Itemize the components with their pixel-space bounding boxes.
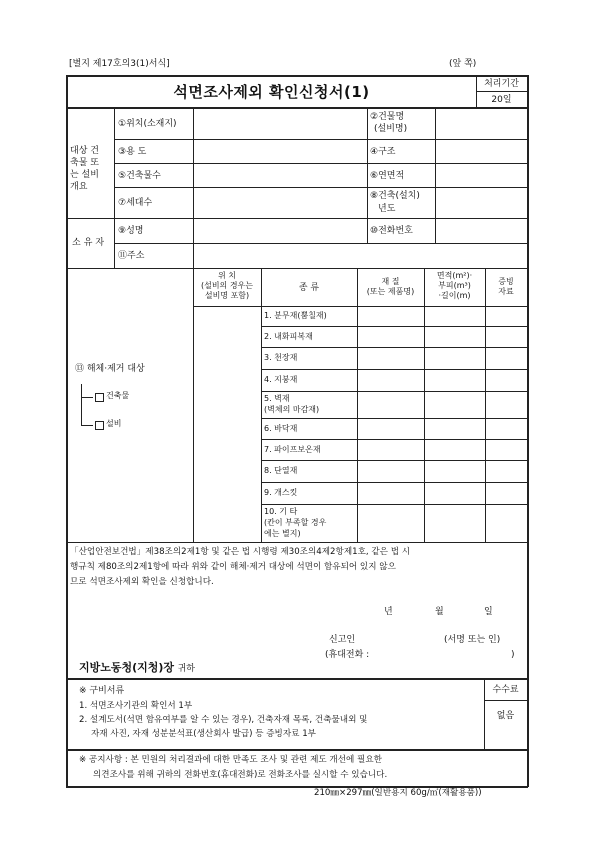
materials-row-line-5 — [261, 418, 527, 419]
building-checkbox[interactable] — [95, 393, 104, 402]
date-year-field[interactable] — [360, 606, 382, 618]
col-area-line-3: ·길이(m) — [438, 291, 471, 300]
total-floor-area-label: ⑥연면적 — [370, 171, 405, 181]
signature-label: (서명 또는 인) — [444, 635, 501, 645]
paper-spec: 210㎜×297㎜(일반용지 60g/㎡(재활용품)) — [314, 788, 482, 798]
owner-label-divider-2 — [367, 218, 368, 243]
option-bracket-bottom — [81, 425, 93, 426]
owner-address-field[interactable] — [194, 244, 526, 267]
date-year-label: 년 — [384, 607, 393, 617]
household-count-label: ⑦세대수 — [118, 198, 153, 208]
materials-row-line-7 — [261, 460, 527, 461]
mobile-field[interactable] — [390, 649, 508, 661]
declaration-line-3: 므로 석면조사제외 확인을 신청합니다. — [70, 577, 214, 587]
col-material-line-2: (또는 제품명) — [366, 287, 415, 296]
fee-label: 수수료 — [492, 685, 519, 695]
frame-right — [527, 75, 529, 787]
structure-label: ④구조 — [370, 147, 396, 157]
recipient-office: 지방노동청(지청)장 — [79, 661, 175, 674]
target-group-label-4: 개요 — [70, 182, 88, 192]
date-day-label: 일 — [484, 607, 493, 617]
materials-row-line-9 — [261, 504, 527, 505]
building-name-field[interactable] — [436, 108, 526, 138]
materials-row-line-3 — [261, 369, 527, 370]
materials-divider-3 — [357, 268, 358, 542]
material-row-3: 3. 천장재 — [264, 353, 298, 362]
proc-divider — [476, 91, 527, 92]
declaration-line-2: 행규칙 제80조의2제1항에 따라 위와 같이 해체·제거 대상에 석면이 함유되어 있지 않으 — [70, 562, 396, 572]
fee-row-line — [484, 700, 527, 701]
materials-divider-1 — [193, 268, 194, 542]
building-option-label: 건축물 — [106, 391, 130, 400]
required-docs-title: ※ 구비서류 — [79, 686, 125, 696]
notice-line-2: 의견조사를 위해 귀하의 전화번호(휴대전화)로 전화조사를 실시할 수 있습니다. — [93, 770, 388, 780]
material-row-7: 7. 파이프보온재 — [264, 445, 321, 454]
date-month-label: 월 — [435, 607, 444, 617]
target-group-label-3: 는 설비 — [70, 170, 99, 180]
mobile-close-paren: ) — [511, 650, 515, 660]
frame-top — [66, 75, 528, 77]
required-doc-2-line-2: 자재 사진, 자재 성분분석표(생산회사 발급) 등 증빙자료 1부 — [91, 729, 316, 739]
material-row-10-line-1: 10. 기 타 — [264, 507, 298, 516]
material-row-8: 8. 단열재 — [264, 466, 298, 475]
required-doc-2-line-1: 2. 설계도서(석면 함유여부를 알 수 있는 경우), 건축자재 목록, 건축물내외 및 — [79, 715, 368, 725]
owner-name-field[interactable] — [194, 219, 366, 242]
circle-13-icon: ⑬ 해체·제거 대상 — [75, 364, 145, 374]
materials-row-line-8 — [261, 482, 527, 483]
construction-year-label: ⑧건축(설치) — [370, 191, 420, 201]
processing-period-label: 처리기간 — [484, 79, 519, 89]
materials-divider-4 — [424, 268, 425, 542]
material-row-10-line-2: (칸이 부족할 경우 — [264, 518, 327, 527]
equipment-checkbox[interactable] — [95, 421, 104, 430]
col-location-line-3: 설비명 포함) — [204, 291, 250, 300]
declaration-line-1: 「산업안전보건법」제38조의2제1항 및 같은 법 시행령 제30조의4제2항제1호, 같은 법 시 — [70, 547, 411, 557]
construction-year-field[interactable] — [436, 188, 526, 217]
material-row-2: 2. 내화피복재 — [264, 332, 313, 341]
notice-line-1: ※ 공지사항 : 본 민원의 처리결과에 대한 만족도 조사 및 관련 제도 개선에 필요한 — [79, 755, 382, 765]
mobile-label: (휴대전화 : — [325, 650, 370, 660]
use-label: ③용 도 — [118, 147, 147, 157]
material-row-4: 4. 지붕재 — [264, 375, 298, 384]
col-location-line-2: (설비의 경우는 — [200, 281, 254, 290]
option-bracket-vertical — [81, 384, 82, 426]
material-row-5-line-1: 5. 벽재 — [264, 394, 290, 403]
target-group-label-1: 대상 건 — [70, 146, 99, 156]
col-evidence-line-1: 증빙 — [498, 277, 514, 286]
declaration-bottom-line — [66, 678, 528, 680]
material-row-9: 9. 개스킷 — [264, 488, 298, 497]
processing-period-value: 20일 — [491, 95, 512, 105]
form-reference: [별지 제17호의3(1)서식] — [69, 59, 170, 69]
total-floor-area-field[interactable] — [436, 164, 526, 186]
use-field[interactable] — [194, 140, 366, 162]
building-name-sub-label: (설비명) — [374, 124, 408, 134]
building-count-field[interactable] — [194, 164, 366, 186]
col-location-line-1: 위 치 — [218, 271, 236, 280]
materials-row-line-6 — [261, 439, 527, 440]
applicant-label: 신고인 — [329, 635, 356, 645]
col-evidence-line-2: 자료 — [498, 287, 514, 296]
option-bracket-top — [81, 397, 93, 398]
owner-phone-label: ⑩전화번호 — [370, 226, 413, 236]
building-name-label: ②건물명 — [370, 112, 405, 122]
form-title: 석면조사제외 확인신청서(1) — [173, 83, 370, 101]
location-field[interactable] — [194, 108, 366, 138]
materials-bottom-line — [66, 542, 528, 543]
col-area-line-2: 부피(m³) — [438, 281, 471, 290]
construction-year-sub-label: 년도 — [378, 204, 396, 214]
required-doc-1: 1. 석면조사기관의 확인서 1부 — [79, 701, 193, 711]
owner-group-label: 소유자 — [72, 238, 108, 248]
documents-bottom-line — [66, 749, 528, 751]
material-row-5-line-2: (벽체의 마감재) — [264, 405, 320, 414]
structure-field[interactable] — [436, 140, 526, 162]
col-type: 종 류 — [298, 283, 320, 293]
recipient-suffix: 귀하 — [177, 664, 195, 674]
building-count-label: ⑤건축물수 — [118, 171, 161, 181]
target-group-label-2: 축물 또 — [70, 158, 99, 168]
materials-divider-5 — [485, 268, 486, 542]
materials-divider-2 — [261, 268, 262, 542]
col-area-line-1: 면적(m²)· — [436, 271, 473, 280]
demolition-target-label — [75, 364, 145, 374]
owner-address-label: ⑪주소 — [118, 251, 145, 261]
owner-bottom-line — [66, 268, 528, 269]
owner-name-label: ⑨성명 — [118, 226, 144, 236]
recipient-label — [79, 662, 195, 675]
front-page-label: (앞 쪽) — [449, 59, 477, 69]
frame-left — [66, 75, 68, 787]
materials-header-line — [193, 306, 527, 307]
fee-value: 없음 — [496, 711, 515, 721]
material-row-6: 6. 바닥재 — [264, 424, 298, 433]
equipment-option-label: 설비 — [106, 419, 122, 428]
household-count-field[interactable] — [194, 188, 366, 217]
materials-row-line-4 — [261, 391, 527, 392]
materials-row-line-1 — [261, 326, 527, 327]
owner-phone-field[interactable] — [436, 219, 526, 242]
materials-row-line-2 — [261, 347, 527, 348]
col-material-line-1: 재 질 — [381, 277, 400, 286]
material-row-10-line-3: 에는 별지) — [264, 529, 301, 538]
location-label: ①위치(소재지) — [118, 119, 177, 129]
material-row-1: 1. 분무재(뿜칠재) — [264, 311, 327, 320]
